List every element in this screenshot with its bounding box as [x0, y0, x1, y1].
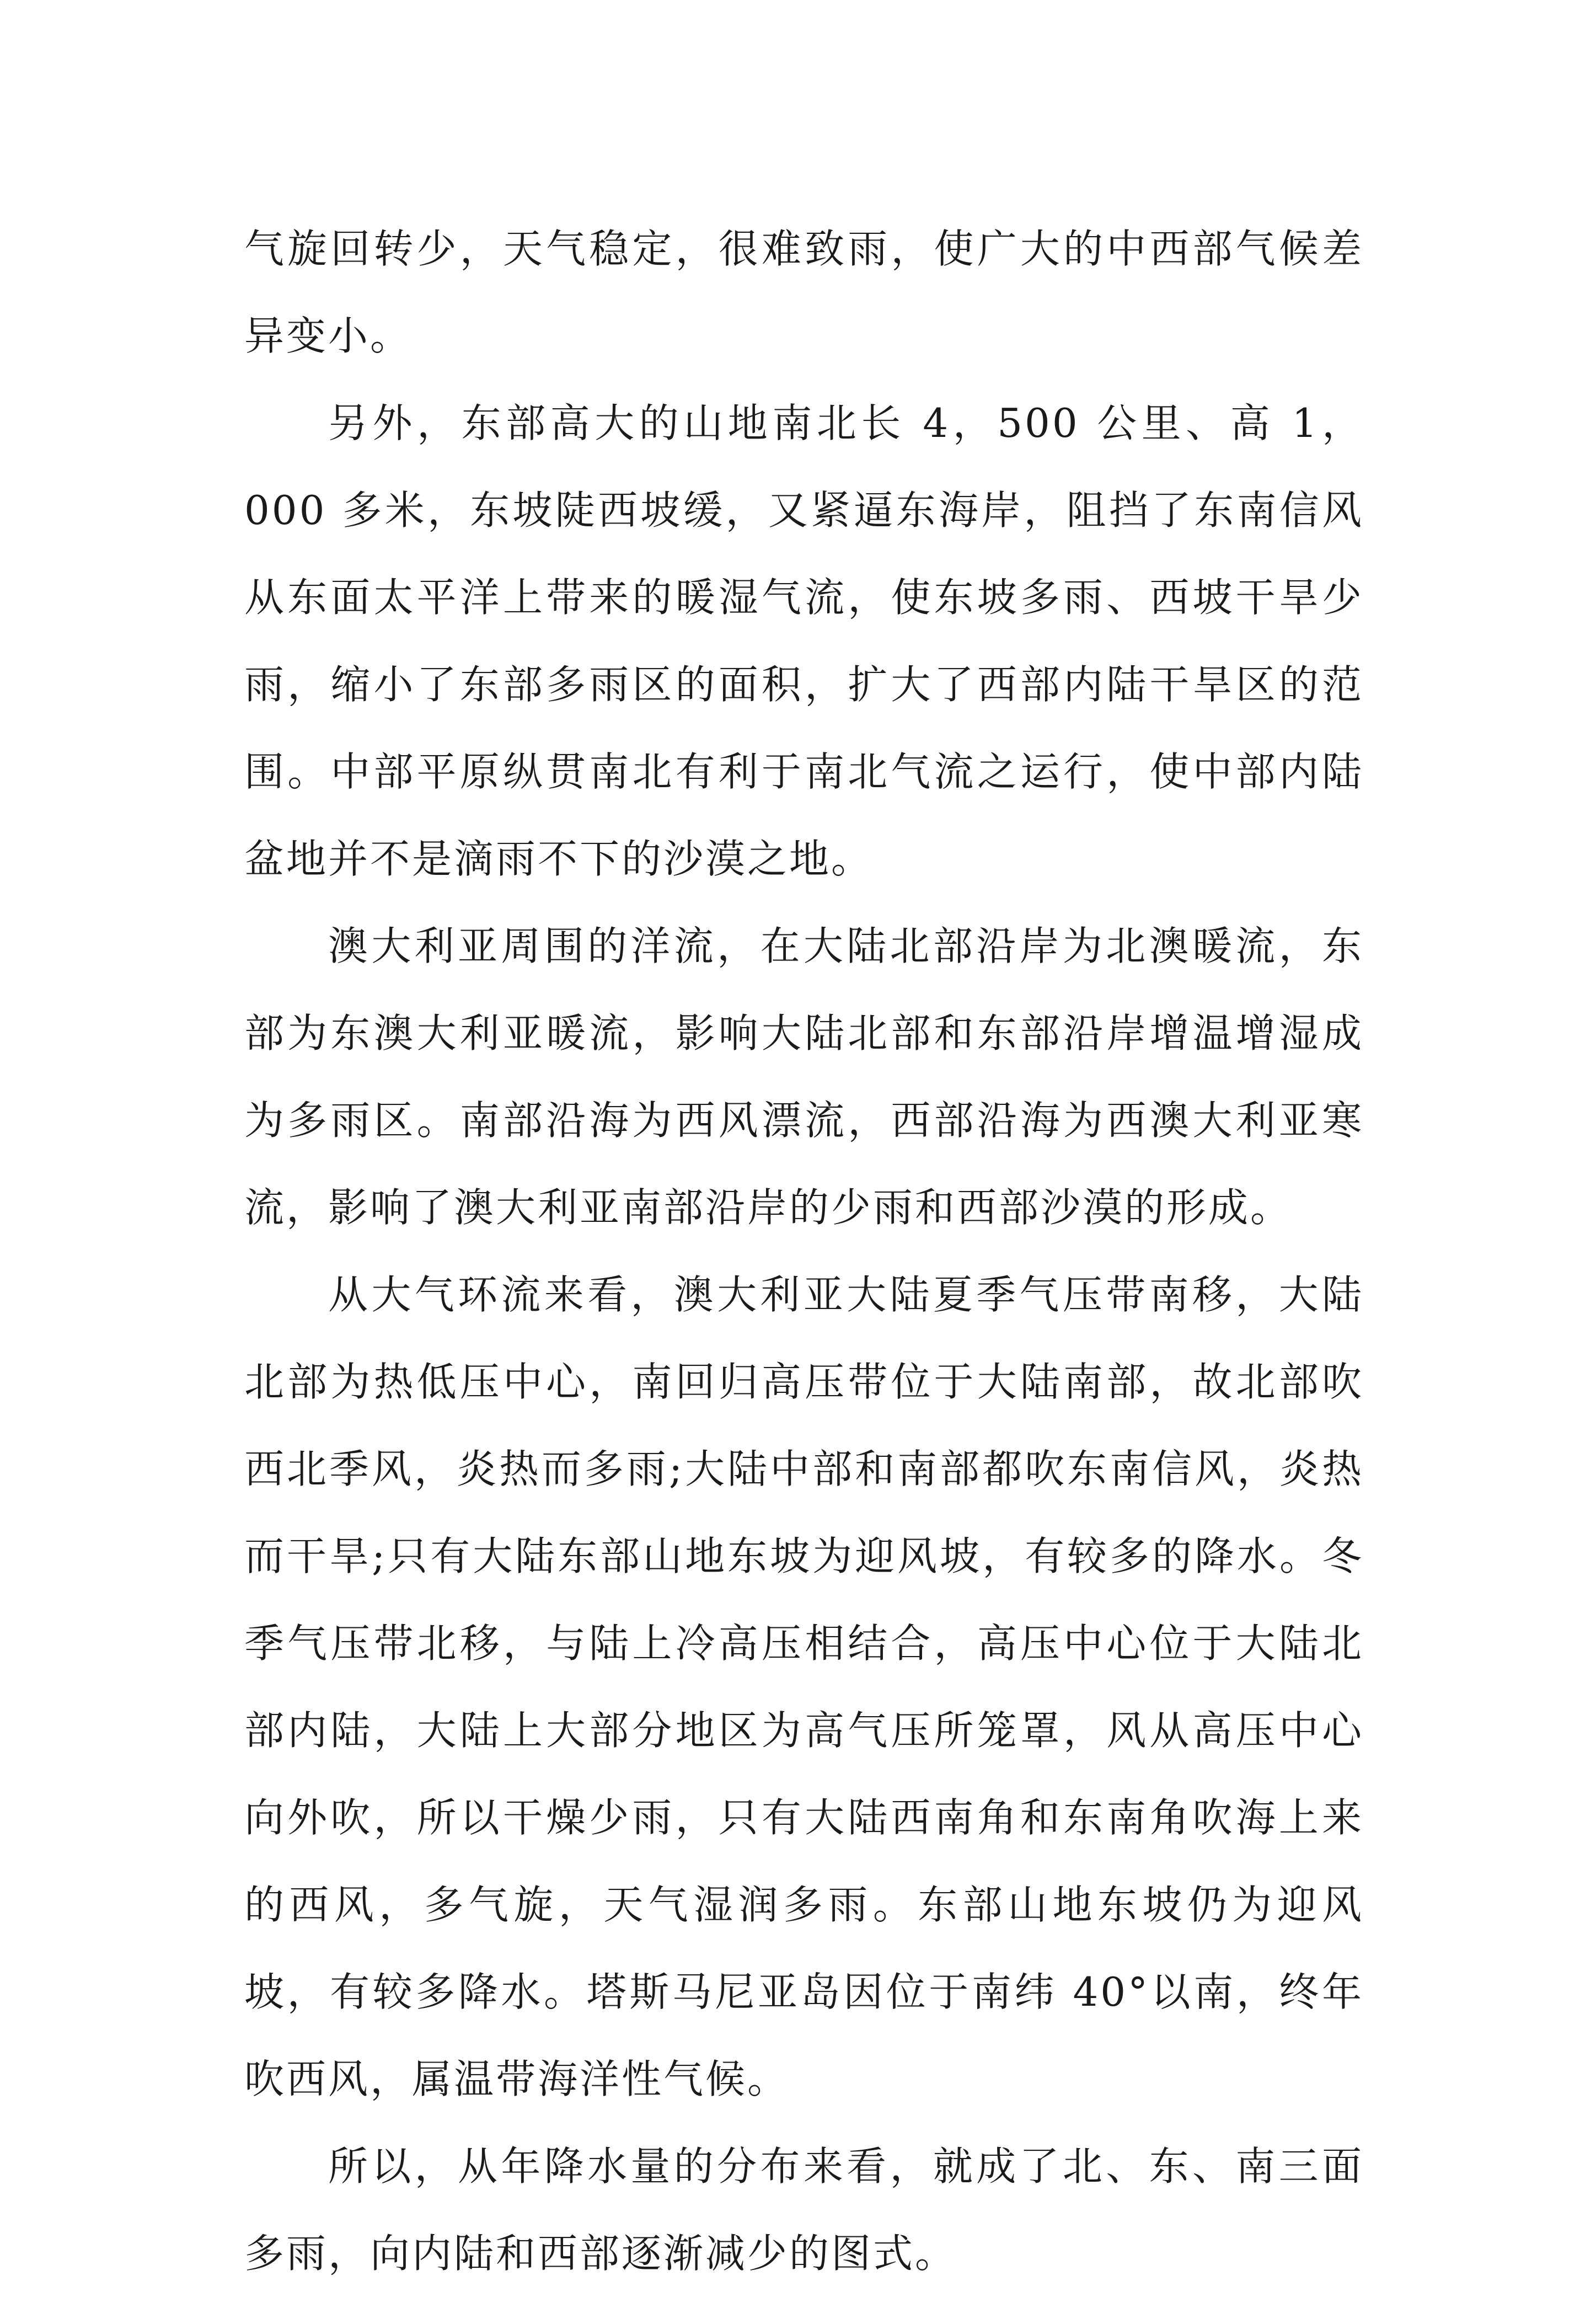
paragraph-ocean-currents: 澳大利亚周围的洋流，在大陆北部沿岸为北澳暖流，东部为东澳大利亚暖流，影响大陆北部和东部沿岸增温增湿成为多雨区。南部沿海为西风漂流，西部沿海为西澳大利亚寒流，影响了澳大利亚南部沿岸的少雨和西部沙漠的形成。 — [244, 923, 1364, 1231]
paragraph-continuation: 气旋回转少，天气稳定，很难致雨，使广大的中西部气候差异变小。 — [244, 226, 1364, 359]
paragraph-atmospheric-circulation: 从大气环流来看，澳大利亚大陆夏季气压带南移，大陆北部为热低压中心，南回归高压带位于大陆南部，故北部吹西北季风，炎热而多雨;大陆中部和南部都吹东南信风，炎热而干旱;只有大陆东部山地东坡为迎风坡，有较多的降水。冬季气压带北移，与陆上冷高压相结合，高压中心位于大陆北部内陆，大陆上大部分地区为高气压所笼罩，风从高压中心向外吹，所以干燥少雨，只有大陆西南角和东南角吹海上来的西风，多气旋，天气湿润多雨。东部山地东坡仍为迎风坡，有较多降水。塔斯马尼亚岛因位于南纬 40°以南，终年吹西风，属温带海洋性气候。 — [244, 1272, 1364, 2102]
paragraph-eastern-mountains: 另外，东部高大的山地南北长 4，500 公里、高 1，000 多米，东坡陡西坡缓，又紧逼东海岸，阻挡了东南信风从东面太平洋上带来的暖湿气流，使东坡多雨、西坡干旱少雨，缩小了东部多雨区的面积，扩大了西部内陆干旱区的范围。中部平原纵贯南北有利于南北气流之运行，使中部内陆盆地并不是滴雨不下的沙漠之地。 — [244, 400, 1364, 882]
paragraph-conclusion: 所以，从年降水量的分布来看，就成了北、东、南三面多雨，向内陆和西部逐渐减少的图式。 — [244, 2143, 1364, 2277]
document-body — [244, 205, 1364, 2297]
